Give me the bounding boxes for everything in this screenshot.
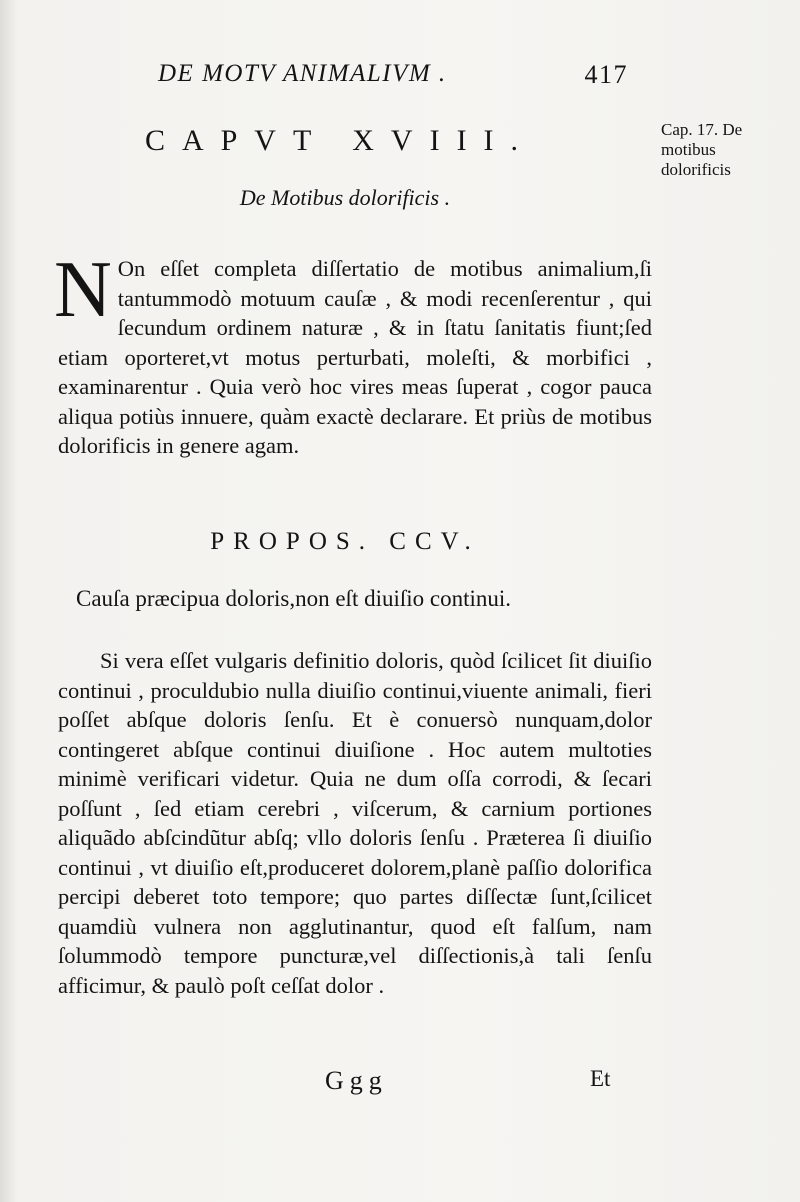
signature-mark: Ggg bbox=[325, 1066, 388, 1095]
chapter-subtitle: De Motibus dolorificis . bbox=[239, 185, 451, 210]
drop-cap: N bbox=[54, 246, 112, 334]
paragraph-1 bbox=[54, 246, 652, 461]
page-number: 417 bbox=[584, 60, 628, 89]
catchword: Et bbox=[590, 1066, 611, 1091]
paragraph-2: Si vera eſſet vulgaris definitio doloris, quòd ſcilicet ſit diuiſio continui , proculdubio nulla diuiſio continui,viuente animali, fieri poſſet abſque doloris ſenſu. Et è conuersò nunquam,dolor contingeret abſque continui diuiſione . Hoc autem multoties minimè verificari videtur. Quia ne dum oſſa corrodi, & ſecari poſſunt , ſed etiam cerebri , viſcerum, & carnium portiones aliquãdo abſcindũtur abſq; vllo doloris ſenſu . Præterea ſi diuiſio continui , vt diuiſio eſt,produceret dolorem,planè paſſio dolorifica percipi deberet toto tempore; quo partes diſſectæ ſunt,ſcilicet quamdiù vulnera non agglutinantur, quod eſt falſum, nam ſolummodò tempore puncturæ,vel diſſectionis,à tali ſenſu afficimur, & paulò poſt ceſſat dolor . bbox=[58, 648, 652, 998]
proposition-statement: Cauſa præcipua doloris,non eſt diuiſio continui. bbox=[76, 586, 512, 611]
proposition-heading: PROPOS. CCV. bbox=[210, 528, 480, 555]
running-head bbox=[158, 60, 628, 88]
chapter-title: CAPVT XVIII. bbox=[144, 124, 536, 157]
margin-note: Cap. 17. De motibus dolorificis bbox=[661, 120, 743, 179]
running-head-title: DE MOTV ANIMALIVM . bbox=[158, 60, 447, 87]
paragraph-1-text: On eſſet completa diſſertatio de motibus animalium,ſi tantummodò motuum cauſæ , & modi recenſerentur , qui ſecundum ordinem naturæ , & in ſtatu ſanitatis fiunt;ſed etiam oporteret,vt motus perturbati, moleſti, & morbifici , examinarentur . Quia verò hoc vires meas ſuperat , cogor pauca aliqua potiùs innuere, quàm exactè declarare. Et priùs de motibus dolorificis in genere agam. bbox=[58, 256, 652, 458]
